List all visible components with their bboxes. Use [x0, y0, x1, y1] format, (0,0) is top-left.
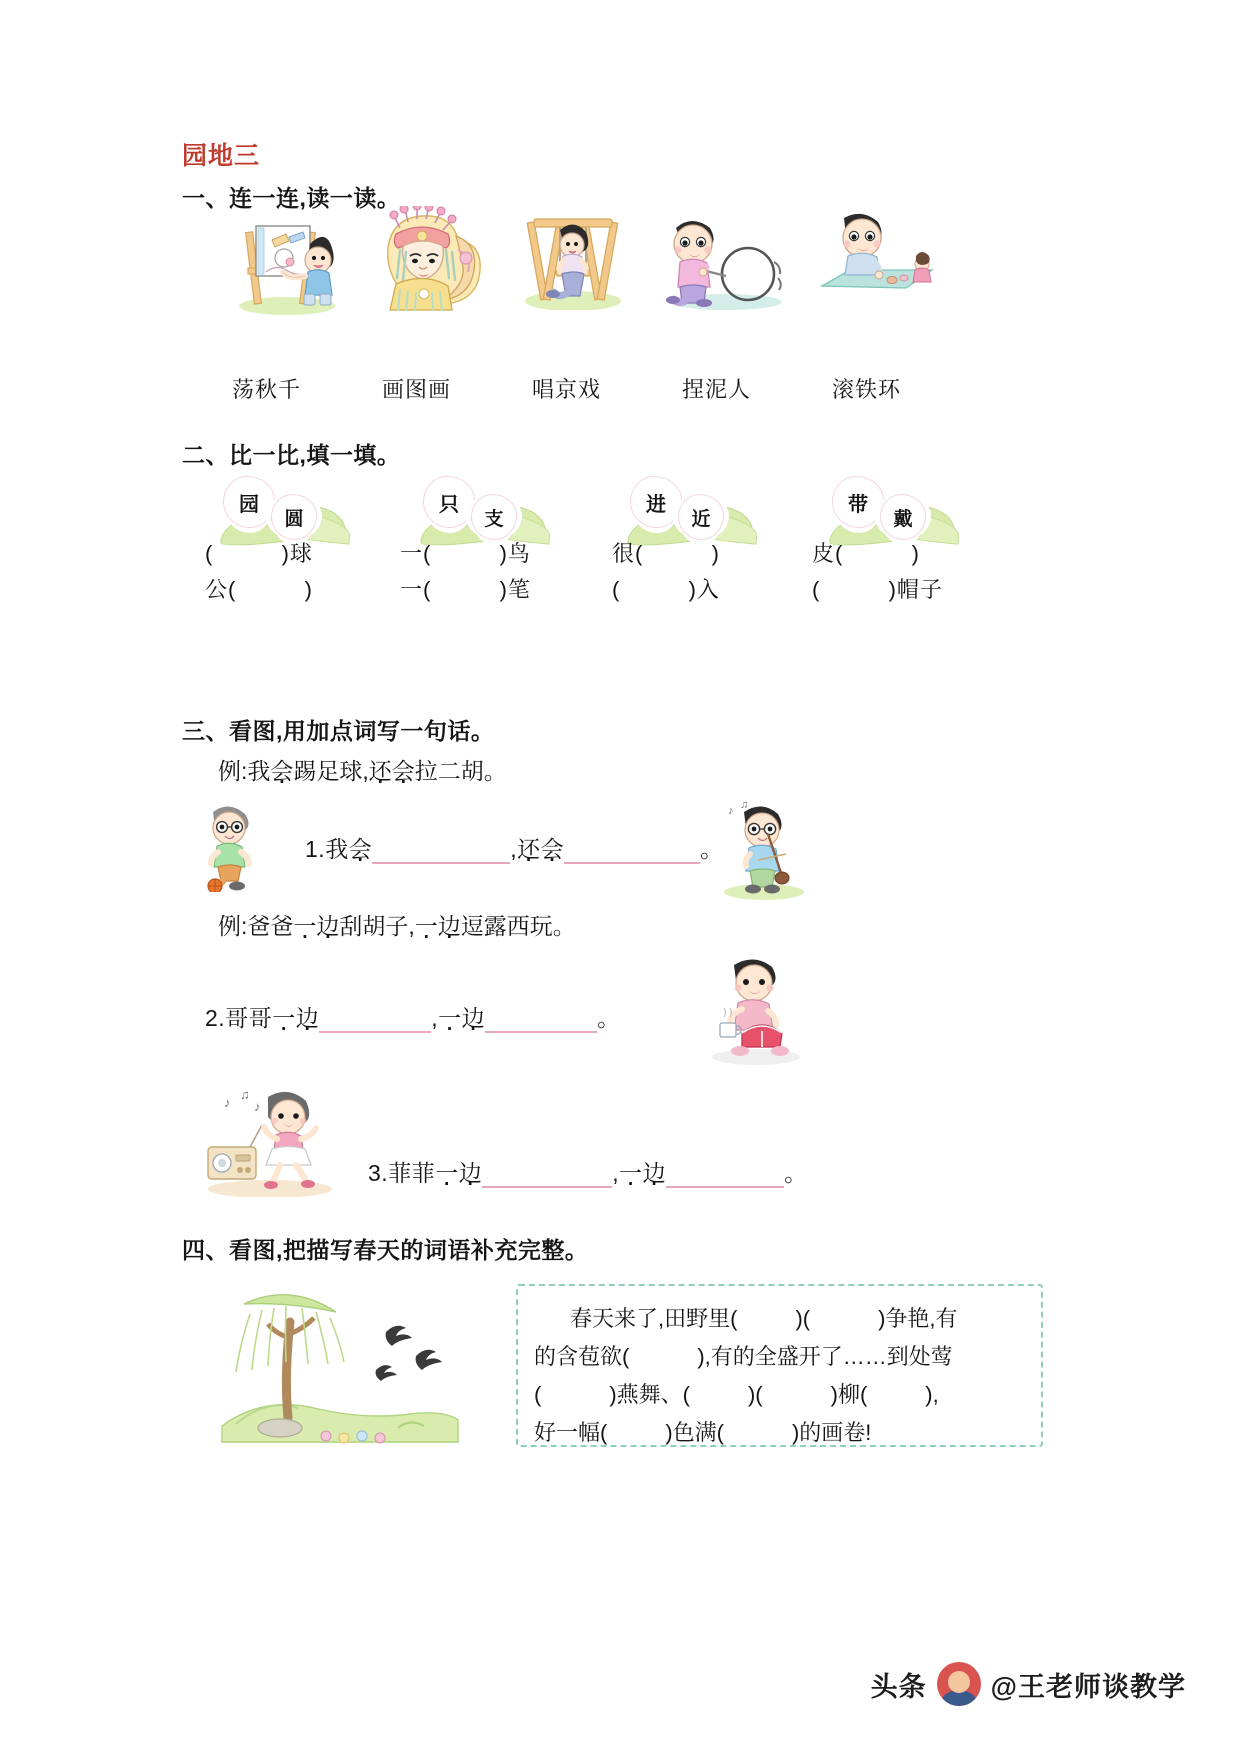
q1-blank-2[interactable] — [564, 842, 700, 864]
q3-blank-2[interactable] — [666, 1166, 784, 1188]
fill-suffix: )入 — [688, 577, 720, 602]
fill-prefix: 公( — [205, 577, 237, 602]
example1-dot-1: 会 — [270, 758, 294, 784]
fill-row-2-2 — [612, 573, 720, 604]
q2-dot-2: 边 — [295, 1005, 320, 1031]
q3-dot-3: 一 — [619, 1160, 643, 1186]
blossom-char-small-1: 支 — [471, 494, 517, 540]
picture-peking-opera-performer — [370, 206, 485, 311]
spring-text-3a: ( — [534, 1382, 542, 1407]
example1-suffix: 拉二胡。 — [414, 758, 507, 784]
q2-dot-3: 一 — [438, 1005, 462, 1031]
q1-text-1: 我 — [325, 836, 349, 862]
q3-comma: , — [612, 1160, 620, 1186]
spring-text-3d: )柳( — [830, 1382, 868, 1407]
blossom-char-big-0: 园 — [223, 476, 275, 528]
word-label-4: 滚铁环 — [832, 377, 902, 402]
unit-title: 园地三 — [182, 142, 261, 170]
example1-mid: 踢足球, — [293, 758, 369, 784]
example2-dot-4: 边 — [437, 913, 461, 939]
section3-example-2 — [218, 908, 576, 941]
picture-boy-playing-football — [195, 800, 285, 892]
example2-dot-3: 一 — [414, 913, 438, 939]
fill-row-3-2 — [812, 573, 943, 604]
example2-prefix: 例:爸爸 — [218, 913, 294, 939]
q1-dot-2: 还 — [517, 836, 541, 862]
spring-text-4a: 好一幅( — [534, 1420, 608, 1445]
spring-text-1c: )争艳,有 — [878, 1306, 958, 1331]
section2-heading: 二、比一比,填一填。 — [182, 442, 401, 468]
spring-text-4b: )色满( — [665, 1420, 724, 1445]
svg-text:♫: ♫ — [740, 800, 749, 811]
q1-comma: , — [510, 836, 518, 862]
fill-row-3-1 — [812, 537, 920, 568]
spring-text-3e: ), — [925, 1382, 939, 1407]
svg-text:♫: ♫ — [240, 1087, 250, 1102]
spring-text-2a: 的含苞欲( — [534, 1344, 630, 1369]
q3-text-1: 菲菲 — [388, 1160, 436, 1186]
q1-dot-1: 会 — [348, 836, 373, 862]
blossom-char-small-2: 近 — [678, 494, 724, 540]
fill-suffix: ) — [304, 577, 313, 602]
q3-blank-1[interactable] — [482, 1166, 612, 1188]
word-label-1: 画图画 — [382, 377, 452, 402]
picture-child-clay-figurine — [812, 212, 937, 310]
picture-boy-playing-erhu — [712, 800, 812, 900]
watermark-platform: 头条 — [870, 1671, 927, 1702]
picture-child-rolling-hoop — [660, 212, 785, 310]
example1-dot-3: 会 — [391, 758, 415, 784]
q1-number: 1. — [305, 836, 326, 862]
q1-blank-1[interactable] — [372, 842, 510, 864]
svg-text:♪: ♪ — [254, 1099, 261, 1114]
q1-dot-3: 会 — [540, 836, 565, 862]
watermark — [871, 1662, 1186, 1706]
word-label-2: 唱京戏 — [532, 377, 602, 402]
section3-heading: 三、看图,用加点词写一句话。 — [182, 718, 495, 744]
section3-question-2 — [205, 1000, 621, 1033]
blossom-char-big-2: 进 — [630, 476, 682, 528]
example2-suffix: 逗露西玩。 — [460, 913, 576, 939]
picture-child-painting-easel — [232, 210, 342, 315]
example1-dot-2: 还 — [368, 758, 392, 784]
spring-text-1a: 春天来了,田野里( — [570, 1306, 738, 1331]
fill-prefix: ( — [812, 577, 821, 602]
svg-text:♪: ♪ — [728, 805, 734, 817]
fill-row-1-2 — [400, 573, 531, 604]
fill-row-0-2 — [205, 573, 313, 604]
fill-row-0-1 — [205, 537, 313, 568]
spring-line-2 — [534, 1338, 1025, 1376]
fill-suffix: )鸟 — [499, 541, 531, 566]
q2-number: 2. — [205, 1005, 226, 1031]
section3-question-1 — [305, 831, 724, 864]
picture-child-on-swing — [520, 208, 625, 310]
section4-heading: 四、看图,把描写春天的词语补充完整。 — [182, 1237, 589, 1263]
q2-end: 。 — [597, 1005, 621, 1031]
fill-prefix: 一( — [400, 541, 432, 566]
spring-line-1 — [534, 1300, 1025, 1338]
example2-dot-2: 边 — [316, 913, 340, 939]
q2-comma: , — [431, 1005, 439, 1031]
spring-line-4 — [534, 1414, 1025, 1452]
q2-dot-4: 边 — [461, 1005, 486, 1031]
q2-blank-2[interactable] — [485, 1011, 597, 1033]
picture-spring-willow-swallows — [210, 1278, 470, 1453]
fill-prefix: ( — [205, 541, 214, 566]
fill-prefix: 很( — [612, 541, 644, 566]
spring-line-3 — [534, 1376, 1025, 1414]
spring-text-3b: )燕舞、( — [609, 1382, 690, 1407]
fill-prefix: ( — [612, 577, 621, 602]
fill-row-2-1 — [612, 537, 720, 568]
q3-dot-2: 边 — [458, 1160, 483, 1186]
q3-dot-1: 一 — [435, 1160, 459, 1186]
word-label-0: 荡秋千 — [232, 377, 302, 402]
fill-suffix: )帽子 — [888, 577, 943, 602]
spring-text-3c: )( — [747, 1382, 763, 1407]
q3-number: 3. — [368, 1160, 389, 1186]
watermark-avatar-icon — [937, 1662, 981, 1706]
picture-girl-dancing-with-radio — [192, 1085, 344, 1197]
fill-suffix: ) — [911, 541, 920, 566]
section3-question-3 — [368, 1155, 808, 1188]
fill-prefix: 皮( — [812, 541, 844, 566]
q2-text-1: 哥哥 — [225, 1005, 273, 1031]
svg-text:♪: ♪ — [224, 1095, 231, 1110]
example2-dot-1: 一 — [293, 913, 317, 939]
spring-text-2b: ),有的全盛开了……到处莺 — [697, 1344, 953, 1369]
q2-dot-1: 一 — [272, 1005, 296, 1031]
blossom-char-small-3: 戴 — [880, 494, 926, 540]
section3-example-1 — [218, 753, 507, 786]
blossom-char-small-0: 圆 — [271, 494, 317, 540]
example2-mid: 刮胡子, — [339, 913, 415, 939]
example1-prefix: 例:我 — [218, 758, 271, 784]
spring-text-4c: )的画卷! — [791, 1420, 872, 1445]
q3-dot-4: 边 — [642, 1160, 667, 1186]
word-label-3: 捏泥人 — [682, 377, 752, 402]
blossom-char-big-1: 只 — [423, 476, 475, 528]
fill-suffix: )球 — [281, 541, 313, 566]
q1-end: 。 — [700, 836, 724, 862]
spring-text-1b: )( — [795, 1306, 811, 1331]
fill-row-1-1 — [400, 537, 531, 568]
blossom-char-big-3: 带 — [832, 476, 884, 528]
q2-blank-1[interactable] — [319, 1011, 431, 1033]
fill-prefix: 一( — [400, 577, 432, 602]
spring-text-box — [516, 1284, 1043, 1447]
section1-heading: 一、连一连,读一读。 — [182, 185, 401, 211]
q3-end: 。 — [784, 1160, 808, 1186]
picture-boy-drinking-and-reading — [698, 955, 808, 1065]
fill-suffix: ) — [711, 541, 720, 566]
fill-suffix: )笔 — [499, 577, 531, 602]
watermark-handle: @王老师谈教学 — [990, 1671, 1186, 1702]
